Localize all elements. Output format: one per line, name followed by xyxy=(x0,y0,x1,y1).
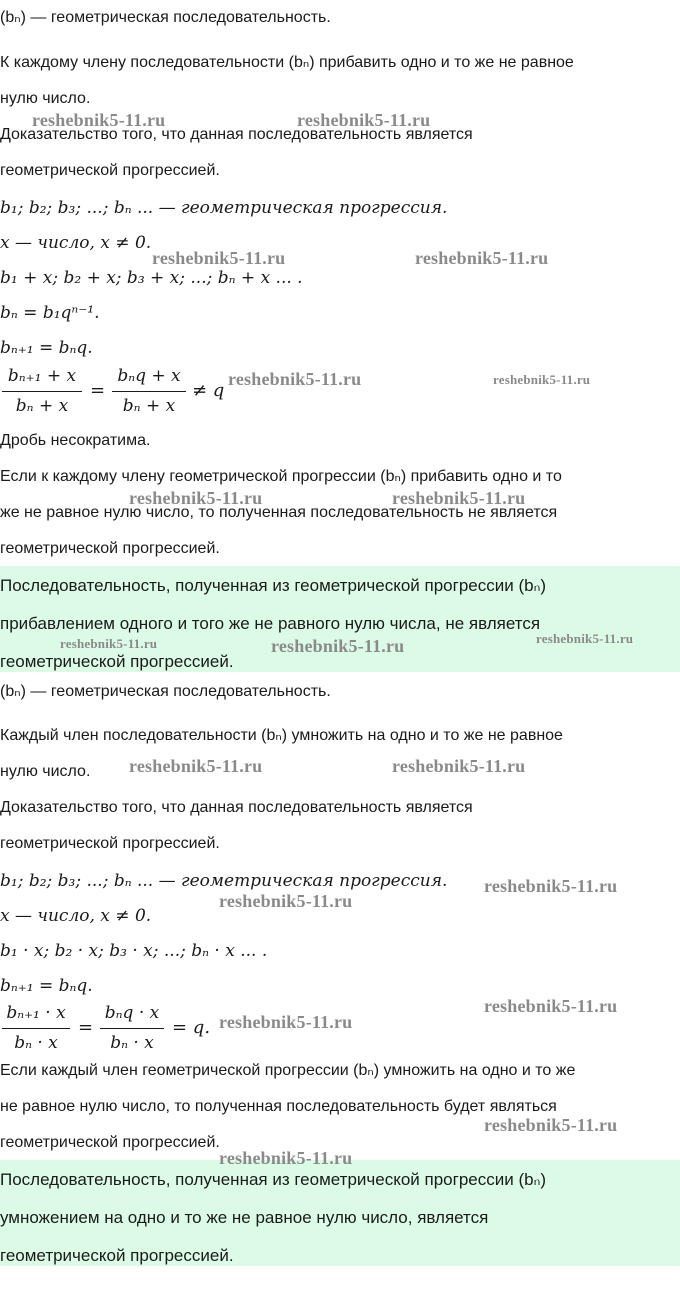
math-line: b₁; b₂; b₃; ...; bₙ ... — геометрическая прогрессия. xyxy=(0,198,448,218)
watermark: reshebnik5-11.ru xyxy=(484,876,618,896)
fraction-right xyxy=(112,366,186,418)
task-line: К каждому члену последовательности (bₙ) прибавить одно и то же не равное xyxy=(0,54,574,71)
statement-line: (bₙ) — геометрическая последовательность. xyxy=(0,683,331,700)
watermark: reshebnik5-11.ru xyxy=(536,631,634,646)
watermark: reshebnik5-11.ru xyxy=(129,488,263,508)
conclusion-line: не равное нулю число, то полученная последовательность будет являться xyxy=(0,1098,557,1115)
watermark: reshebnik5-11.ru xyxy=(152,248,286,268)
highlight-line: Последовательность, полученная из геометрической прогрессии (bₙ) xyxy=(0,576,547,595)
equals-q: = q. xyxy=(172,1017,211,1038)
fraction-numerator: bₙ₊₁ + x xyxy=(7,366,77,386)
fraction-denominator: bₙ · x xyxy=(14,1033,58,1053)
math-line: bₙ₊₁ = bₙq. xyxy=(0,976,93,996)
remark-line: Дробь несократима. xyxy=(0,432,151,449)
fraction-numerator: bₙq · x xyxy=(104,1003,160,1023)
fraction-bar xyxy=(112,391,186,392)
watermark: reshebnik5-11.ru xyxy=(415,248,549,268)
proof-heading-line: геометрической прогрессией. xyxy=(0,162,220,179)
equals-sign: = xyxy=(78,1017,94,1038)
watermark: reshebnik5-11.ru xyxy=(271,636,405,656)
task-line: нулю число. xyxy=(0,90,91,107)
watermark: reshebnik5-11.ru xyxy=(219,1012,353,1032)
highlight-line: умножением на одно и то же не равное нулю число, является xyxy=(0,1208,489,1227)
fraction-bar xyxy=(2,391,82,392)
watermark: reshebnik5-11.ru xyxy=(493,372,591,387)
math-line: bₙ = b₁qⁿ⁻¹. xyxy=(0,303,100,323)
watermark: reshebnik5-11.ru xyxy=(228,369,362,389)
math-line: b₁; b₂; b₃; ...; bₙ ... — геометрическая прогрессия. xyxy=(0,871,448,891)
watermark: reshebnik5-11.ru xyxy=(392,488,526,508)
conclusion-line: Если каждый член геометрической прогрессии (bₙ) умножить на одно и то же xyxy=(0,1062,576,1079)
conclusion-line: геометрической прогрессией. xyxy=(0,1134,220,1151)
proof-heading-line: Доказательство того, что данная последовательность является xyxy=(0,126,473,143)
watermark: reshebnik5-11.ru xyxy=(219,1148,353,1168)
fraction-bar xyxy=(100,1028,164,1029)
fraction-denominator: bₙ + x xyxy=(122,396,176,416)
watermark: reshebnik5-11.ru xyxy=(484,996,618,1016)
conclusion-line: же не равное нулю число, то полученная последовательность не является xyxy=(0,504,558,521)
highlight-line: геометрической прогрессией. xyxy=(0,1246,234,1265)
watermark: reshebnik5-11.ru xyxy=(297,110,431,130)
statement-line: (bₙ) — геометрическая последовательность. xyxy=(0,9,331,26)
watermark: reshebnik5-11.ru xyxy=(219,891,353,911)
equals-sign: = xyxy=(90,380,106,401)
task-line: Каждый член последовательности (bₙ) умножить на одно и то же не равное xyxy=(0,727,563,744)
highlight-line: Последовательность, полученная из геометрической прогрессии (bₙ) xyxy=(0,1170,547,1189)
proof-heading-line: геометрической прогрессией. xyxy=(0,835,220,852)
fraction-numerator: bₙ₊₁ · x xyxy=(6,1003,66,1023)
math-line: x — число, x ≠ 0. xyxy=(0,233,152,253)
watermark: reshebnik5-11.ru xyxy=(32,110,166,130)
proof-heading-line: Доказательство того, что данная последовательность является xyxy=(0,799,473,816)
highlight-line: геометрической прогрессией. xyxy=(0,652,234,671)
watermark: reshebnik5-11.ru xyxy=(484,1115,618,1135)
fraction-denominator: bₙ · x xyxy=(110,1033,154,1053)
fraction-left xyxy=(2,1003,70,1055)
highlight-line: прибавлением одного и того же не равного нулю числа, не является xyxy=(0,614,541,633)
conclusion-line: геометрической прогрессией. xyxy=(0,540,220,557)
watermark: reshebnik5-11.ru xyxy=(129,756,263,776)
fraction-denominator: bₙ + x xyxy=(15,396,69,416)
math-line: b₁ + x; b₂ + x; b₃ + x; ...; bₙ + x ... . xyxy=(0,268,303,288)
conclusion-line: Если к каждому члену геометрической прогрессии (bₙ) прибавить одно и то xyxy=(0,468,562,485)
fraction-bar xyxy=(2,1028,70,1029)
watermark: reshebnik5-11.ru xyxy=(392,756,526,776)
fraction-left xyxy=(2,366,82,418)
watermark: reshebnik5-11.ru xyxy=(60,636,158,651)
math-line: b₁ · x; b₂ · x; b₃ · x; ...; bₙ · x ... . xyxy=(0,941,268,961)
task-line: нулю число. xyxy=(0,763,91,780)
fraction-numerator: bₙq + x xyxy=(117,366,181,386)
fraction-right xyxy=(100,1003,164,1055)
math-line: bₙ₊₁ = bₙq. xyxy=(0,338,93,358)
math-line: x — число, x ≠ 0. xyxy=(0,906,152,926)
not-equal-q: ≠ q xyxy=(192,380,225,401)
